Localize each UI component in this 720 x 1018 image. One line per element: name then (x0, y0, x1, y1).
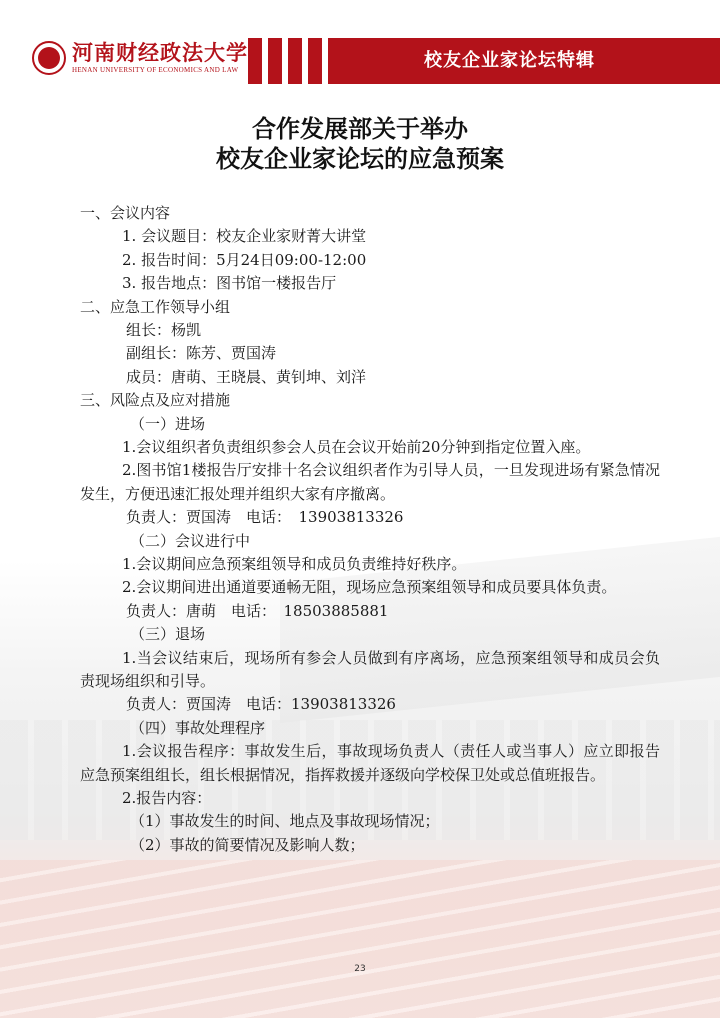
subsection-heading: （四）事故处理程序 (130, 718, 266, 737)
contact-line: 负责人：贾国涛 电话：13903813326 (126, 695, 396, 714)
header-stripe (248, 38, 262, 84)
section-heading: 二、应急工作领导小组 (80, 297, 231, 316)
logo-english-name: HENAN UNIVERSITY OF ECONOMICS AND LAW (72, 66, 239, 74)
contact-line: 负责人：贾国涛 电话： 13903813326 (126, 508, 404, 527)
paragraph: 2.图书馆1楼报告厅安排十名会议组织者作为引导人员，一旦发现进场有紧急情况发生，方便迅速汇报处理并组织大家有序撤离。 (80, 461, 660, 503)
section-heading: 一、会议内容 (80, 204, 171, 222)
header-stripe (308, 38, 322, 84)
title-line-2: 校友企业家论坛的应急预案 (216, 145, 504, 173)
paragraph: 1.当会议结束后，现场所有参会人员做到有序离场，应急预案组领导和成员会负责现场组织和引导。 (80, 648, 660, 690)
subsection-heading: （二）会议进行中 (130, 531, 251, 550)
list-item: 1. 会议题目：校友企业家财菁大讲堂 (122, 227, 367, 246)
page-number: 23 (354, 964, 366, 974)
header-stripe (268, 38, 282, 84)
header-stripe (288, 38, 302, 84)
subsection-heading: （一）进场 (130, 414, 206, 433)
list-item: 副组长：陈芳、贾国涛 (126, 344, 277, 363)
background-running-track (0, 860, 720, 1018)
paragraph: 1.会议期间应急预案组领导和成员负责维持好秩序。 (122, 554, 467, 573)
paragraph: 2.会议期间进出通道要通畅无阻，现场应急预案组领导和成员要具体负责。 (122, 578, 617, 597)
list-item: 成员：唐萌、王晓晨、黄钊坤、刘洋 (126, 367, 367, 386)
paragraph: 1.会议组织者负责组织参会人员在会议开始前20分钟到指定位置入座。 (122, 437, 591, 456)
list-item: 2. 报告时间：5月24日09:00-12:00 (122, 250, 367, 269)
subsection-heading: （三）退场 (130, 625, 206, 644)
title-line-1: 合作发展部关于举办 (252, 115, 468, 143)
list-item: 3. 报告地点：图书馆一楼报告厅 (122, 274, 337, 293)
logo-chinese-name: 河南财经政法大学 (72, 40, 248, 65)
section-heading: 三、风险点及应对措施 (80, 391, 231, 410)
contact-line: 负责人：唐萌 电话： 18503885881 (126, 601, 389, 620)
list-item: （1）事故发生的时间、地点及事故现场情况； (130, 812, 440, 831)
section-title: 校友企业家论坛特辑 (424, 50, 595, 71)
paragraph: 1.会议报告程序：事故发生后，事故现场负责人（责任人或当事人）应立即报告应急预案组组长，组长根据情况，指挥救援并逐级向学校保卫处或总值班报告。 (80, 742, 660, 784)
document-body (80, 202, 660, 857)
paragraph: 2.报告内容： (122, 788, 212, 807)
list-item: 组长：杨凯 (126, 320, 202, 339)
page-header (0, 38, 720, 84)
list-item: （2）事故的简要情况及影响人数； (130, 835, 365, 854)
university-seal-icon (32, 41, 66, 75)
document-title (0, 114, 720, 174)
university-logo (32, 41, 248, 75)
